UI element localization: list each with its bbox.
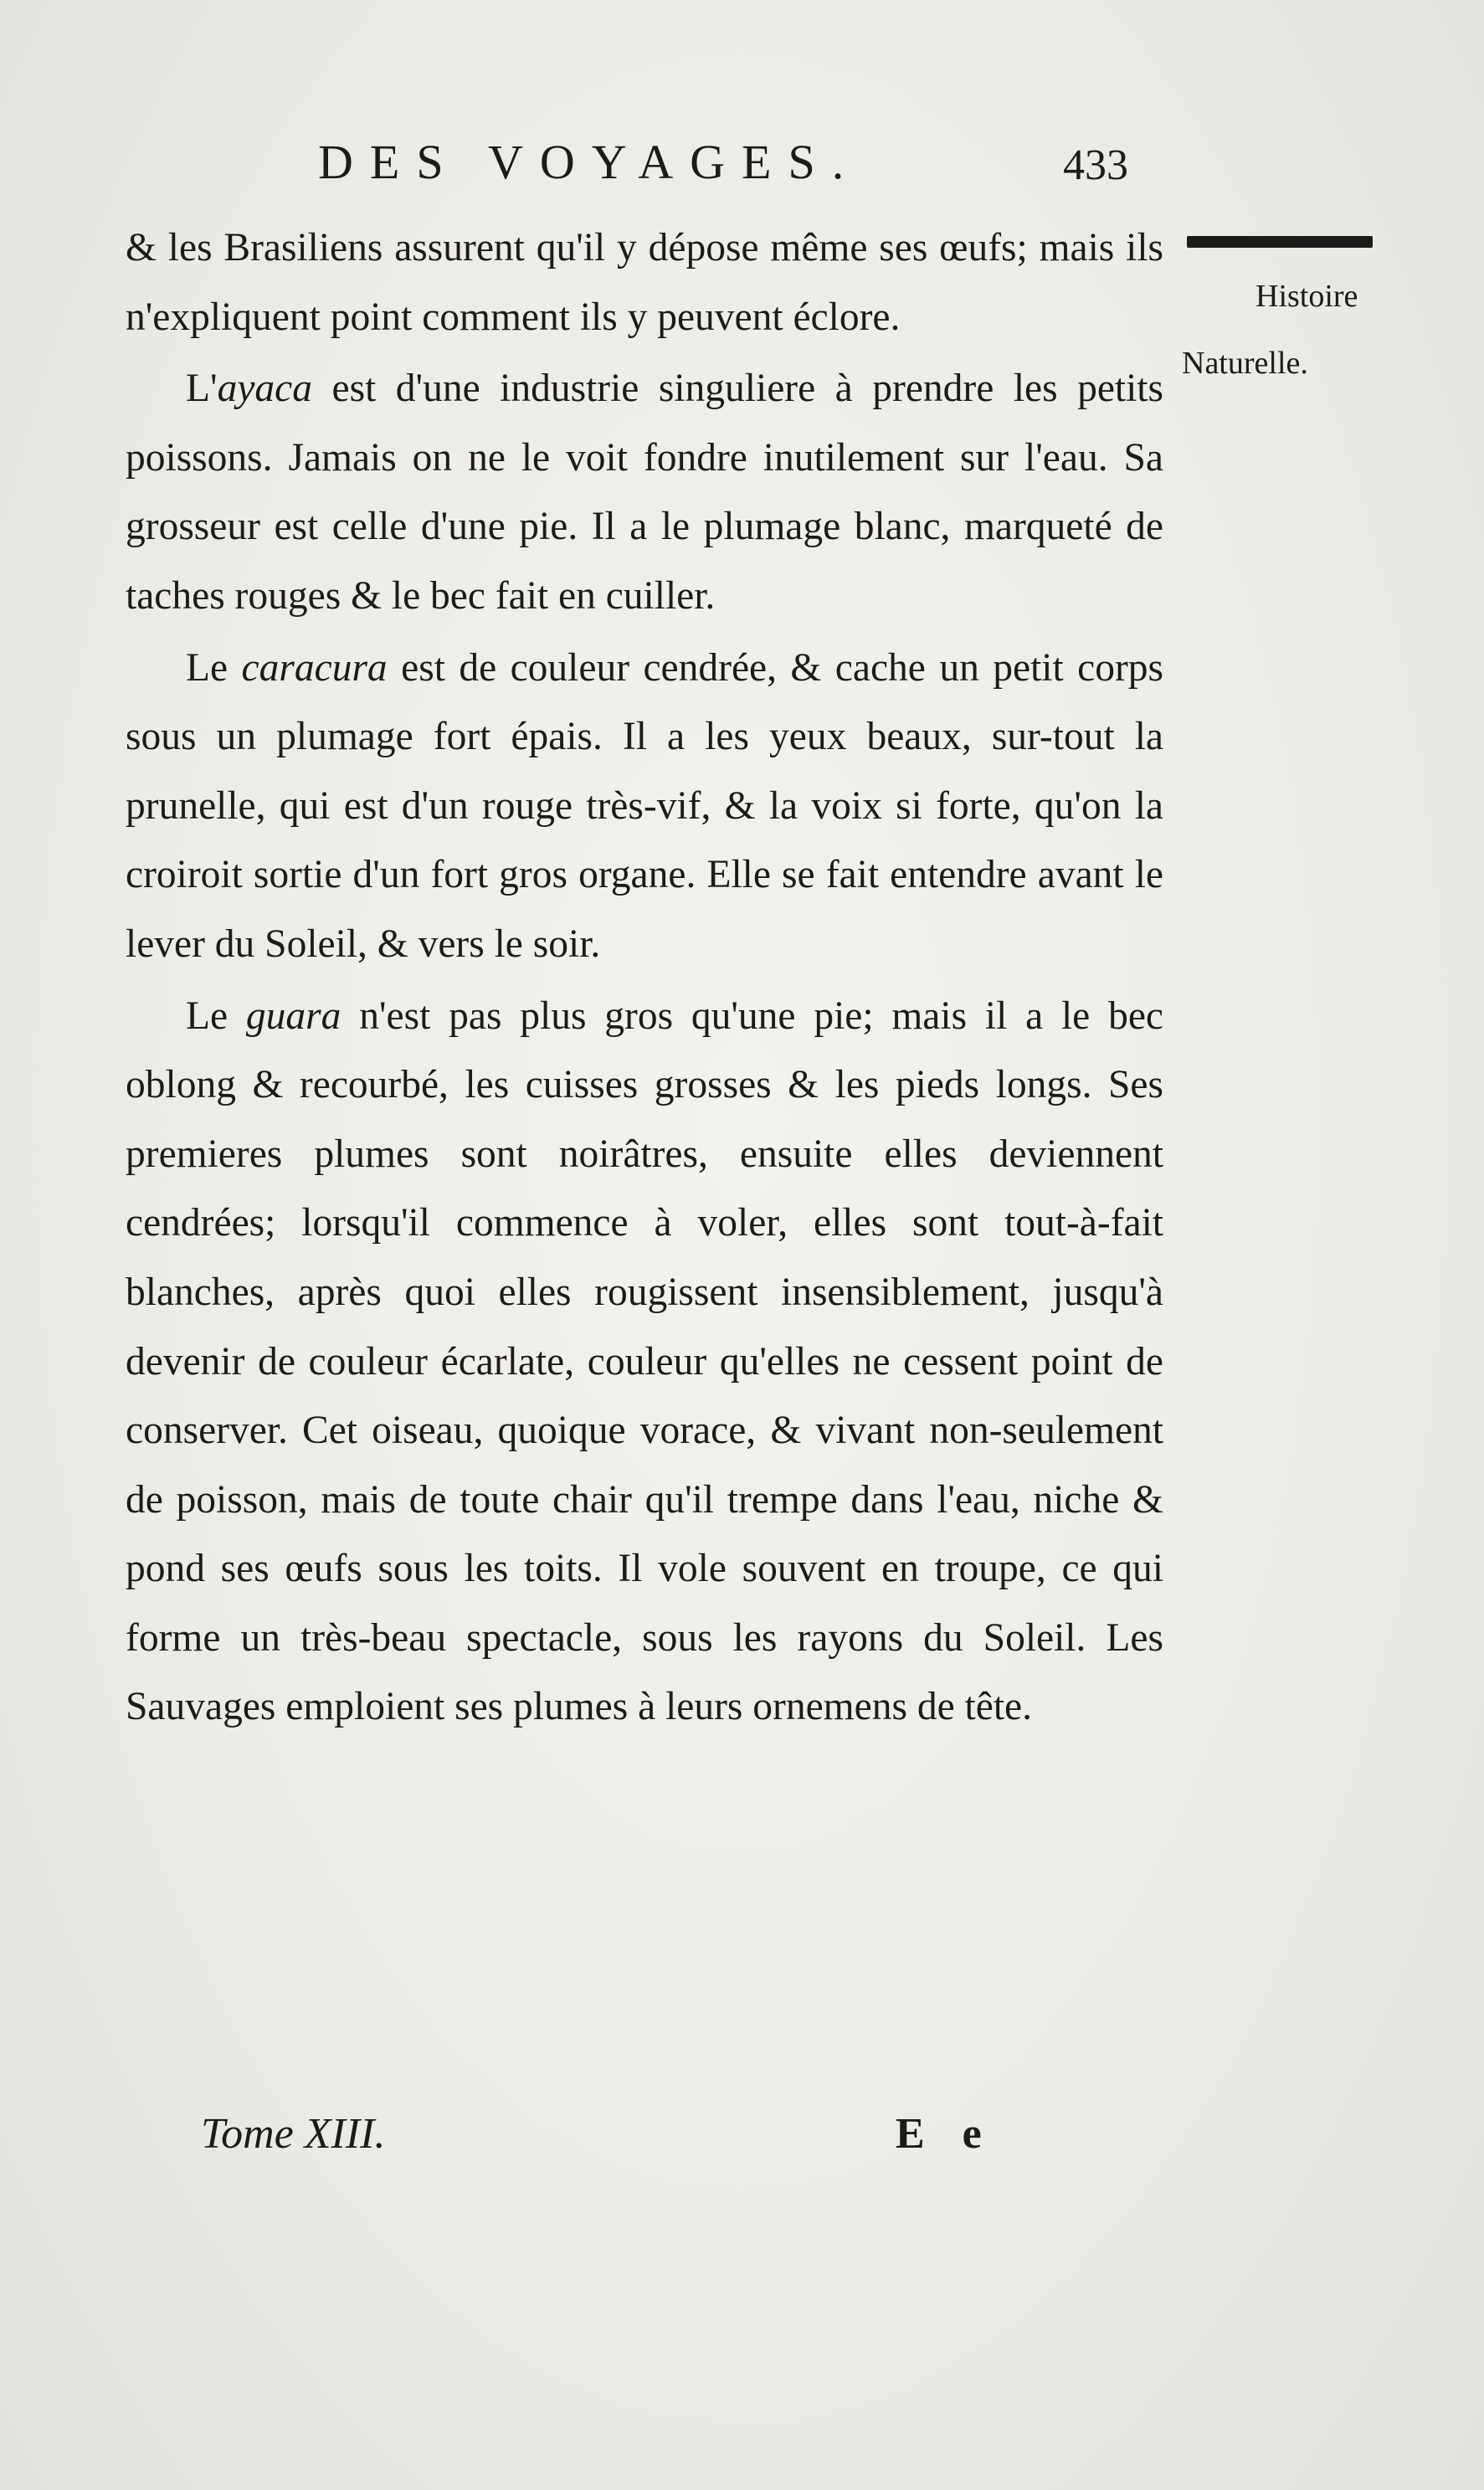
body-text: [126, 213, 1163, 1744]
text-run: est de couleur cendrée, & cache un petit corps sous un plumage fort épais. Il a les yeux beaux, sur-tout la prunelle, qui est d'un rouge très-vif, & la voix si forte, qu'on la croiroit sortie d'un fort gros organe. Elle se fait entendre avant le lever du Soleil, & vers le soir.: [126, 645, 1164, 966]
footer-line: [201, 2109, 1038, 2168]
margin-note-line-2: Naturelle.: [1182, 346, 1308, 381]
text-run: Le: [186, 645, 242, 690]
running-head: DES VOYAGES.: [318, 135, 861, 189]
text-run: & les Brasiliens assurent qu'il y dépose même ses œufs; mais ils n'expliquent point comment ils y peuvent éclore.: [126, 226, 1163, 339]
paragraph-1: [126, 213, 1163, 352]
text-run: Le: [186, 993, 246, 1038]
text-run: est d'une industrie singuliere à prendre les petits poissons. Jamais on ne le voit fondre inutilement sur l'eau. Sa grosseur est celle d'une pie. Il a le plumage blanc, marqueté de taches rouges & le bec fait en cuiller.: [126, 367, 1163, 618]
paragraph-2: [126, 354, 1163, 630]
species-name: guara: [245, 993, 341, 1038]
text-run: L': [186, 367, 218, 411]
species-name: caracura: [241, 645, 388, 690]
paragraph-3: [126, 634, 1163, 979]
tome-label: Tome XIII.: [201, 2110, 386, 2158]
species-name: ayaca: [217, 367, 312, 411]
paragraph-4: [126, 982, 1163, 1743]
signature-mark: E e: [896, 2110, 995, 2158]
text-run: n'est pas plus gros qu'une pie; mais il a le bec oblong & recourbé, les cuisses grosses & les pieds longs. Ses premieres plumes sont noirâtres, ensuite elles deviennent cendrées; lorsqu'il commence à voler, elles sont tout-à-fait blanches, après quoi elles rougissent insensiblement, jusqu'à devenir de couleur écarlate, couleur qu'elles ne cessent point de conserver. Cet oiseau, quoique vorace, & vivant non-seulement de poisson, mais de toute chair qu'il trempe dans l'eau, niche & pond ses œufs sous les toits. Il vole souvent en troupe, ce qui forme un très-beau spectacle, sous les rayons du Soleil. Les Sauvages emploient ses plumes à leurs ornemens de tête.: [126, 993, 1163, 1729]
margin-rule: [1187, 236, 1373, 248]
margin-note-line-1: Histoire: [1255, 279, 1358, 314]
page-number: 433: [1063, 141, 1128, 189]
